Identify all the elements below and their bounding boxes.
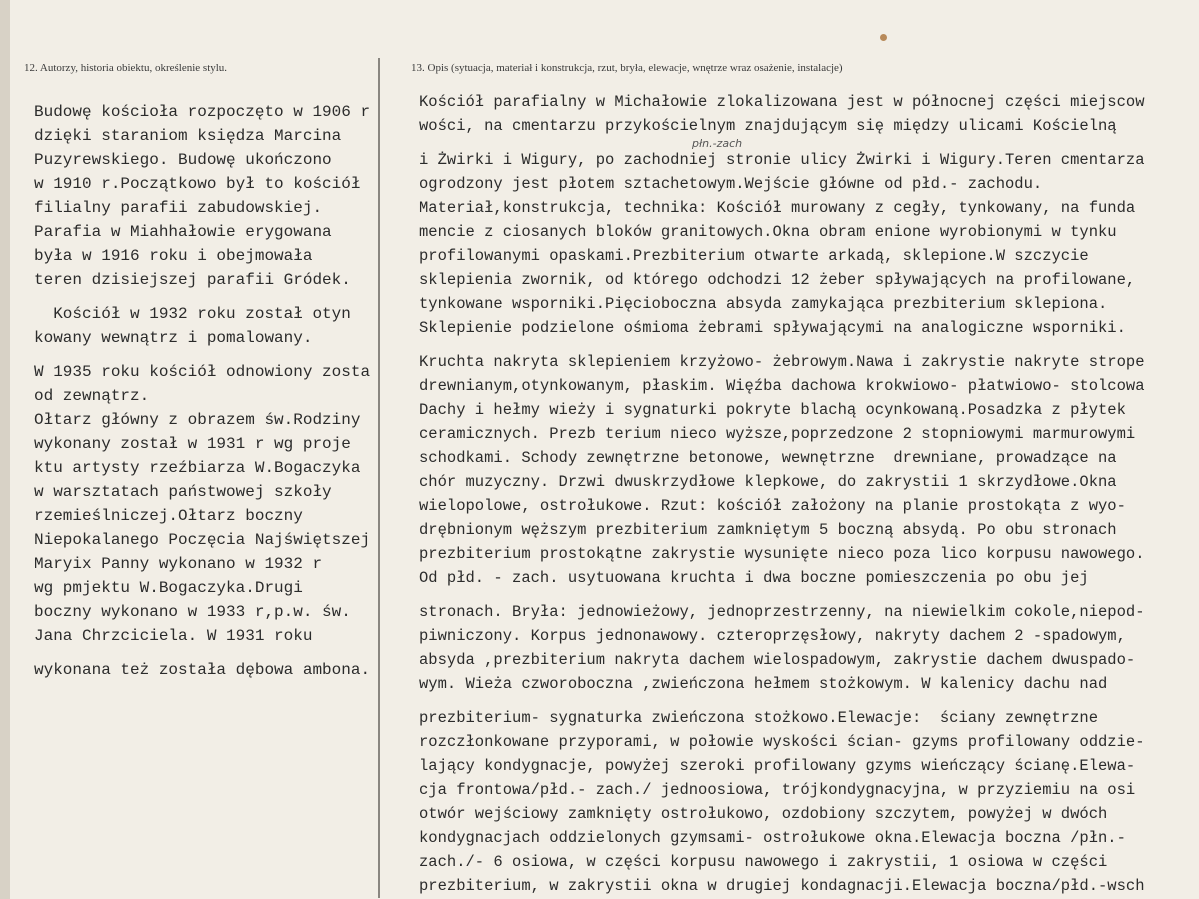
description-text-line: mencie z ciosanych bloków granitowych.Okna obram enione wyrobionymi w tynku	[419, 223, 1117, 241]
history-text-line: Niepokalanego Poczęcia Najświętszej	[34, 531, 371, 549]
handwritten-note: płn.-zach	[692, 137, 743, 150]
description-text-line: wości, na cmentarzu przykościelnym znajdującym się między ulicami Kościelną	[419, 117, 1117, 135]
history-text-line: rzemieślniczej.Ołtarz boczny	[34, 507, 303, 525]
history-text-line: Parafia w Miahhałowie erygowana	[34, 223, 332, 241]
scan-edge	[0, 0, 10, 899]
description-text-line: rozczłonkowane przyporami, w połowie wyskości ścian- gzyms profilowany oddzie-	[419, 733, 1145, 751]
description-text-line: lający kondygnacje, powyżej szeroki profilowany gzyms wieńczący ścianę.Elewa-	[419, 757, 1136, 775]
description-text-line: Kruchta nakryta sklepieniem krzyżowo- żebrowym.Nawa i zakrystie nakryte strope	[419, 353, 1145, 371]
history-text-line: boczny wykonano w 1933 r,p.w. św.	[34, 603, 351, 621]
description-text-line: prezbiterium- sygnaturka zwieńczona stożkowo.Elewacje: ściany zewnętrzne	[419, 709, 1099, 727]
description-text-line: Dachy i hełmy wieży i sygnaturki pokryte blachą ocynkowaną.Posadzka z płytek	[419, 401, 1126, 419]
paragraph-gap	[34, 292, 379, 302]
description-text-line: schodkami. Schody zewnętrzne betonowe, wewnętrzne drewniane, prowadzące na	[419, 449, 1117, 467]
history-text-line: Kościół w 1932 roku został otyn	[34, 305, 351, 323]
description-text-line: chór muzyczny. Drzwi dwuskrzydłowe klepkowe, do zakrystii 1 skrzydłowe.Okna	[419, 473, 1117, 491]
history-text-line: w warsztatach państwowej szkoły	[34, 483, 332, 501]
description-text-line: wym. Wieża czworoboczna ,zwieńczona hełmem stożkowym. W kalenicy dachu nad	[419, 675, 1108, 693]
paragraph-gap	[34, 648, 379, 658]
history-text-line: filialny parafii zabudowskiej.	[34, 199, 323, 217]
description-text-line: prezbiterium prostokątne zakrystie wysunięte nieco poza lico korpusu nawowego.	[419, 545, 1145, 563]
section-12-header: 12. Autorzy, historia obiektu, określenie stylu.	[24, 62, 228, 74]
description-text-line: Kościół parafialny w Michałowie zlokalizowana jest w północnej części miejscow	[419, 93, 1145, 111]
description-text-line: i Żwirki i Wigury, po zachodniej stronie ulicy Żwirki i Wigury.Teren cmentarza	[419, 151, 1145, 169]
description-text-line: prezbiterium, w zakrystii okna w drugiej kondagnacji.Elewacja boczna/płd.-wsch	[419, 877, 1145, 895]
history-text-line: wg pmjektu W.Bogaczyka.Drugi	[34, 579, 303, 597]
description-text-line: absyda ,prezbiterium nakryta dachem wielospadowym, zakrystie dachem dwuspado-	[419, 651, 1136, 669]
description-text-line: ogrodzony jest płotem sztachetowym.Wejście główne od płd.- zachodu.	[419, 175, 1043, 193]
paragraph-gap	[419, 340, 1199, 350]
description-text-line: Od płd. - zach. usytuowana kruchta i dwa boczne pomieszczenia po obu jej	[419, 569, 1089, 587]
history-text-line: w 1910 r.Początkowo był to kościół	[34, 175, 361, 193]
description-text-line: zach./- 6 osiowa, w części korpusu nawowego i zakrystii, 1 osiowa w części	[419, 853, 1108, 871]
description-column	[419, 90, 1199, 898]
description-text-line: profilowanymi opaskami.Prezbiterium otwarte arkadą, sklepione.W szczycie	[419, 247, 1089, 265]
history-text-line: od zewnątrz.	[34, 387, 150, 405]
paragraph-gap	[419, 696, 1199, 706]
description-text-line: sklepienia zwornik, od którego odchodzi 12 żeber spływających na profilowane,	[419, 271, 1136, 289]
description-text-line: ceramicznych. Prezb terium nieco wyższe,poprzedzone 2 stopniowymi marmurowymi	[419, 425, 1136, 443]
paragraph-gap	[419, 138, 1199, 148]
description-text-line: drębnionym węższym prezbiterium zamkniętym 5 boczną absydą. Po obu stronach	[419, 521, 1117, 539]
section-13-header: 13. Opis (sytuacja, materiał i konstrukcja, rzut, bryła, elewacje, wnętrze wraz osażenie, instalacje)	[411, 62, 843, 74]
description-text-line: kondygnacjach oddzielonych gzymsami- ostrołukowe okna.Elewacja boczna /płn.-	[419, 829, 1126, 847]
description-text-line: otwór wejściowy zamknięty ostrołukowo, ozdobiony szczytem, powyżej w dwóch	[419, 805, 1108, 823]
history-text-line: Puzyrewskiego. Budowę ukończono	[34, 151, 332, 169]
history-text-line: wykonany został w 1931 r wg proje	[34, 435, 351, 453]
description-text-line: piwniczony. Korpus jednonawowy. czteroprzęsłowy, nakryty dachem 2 -spadowym,	[419, 627, 1126, 645]
description-text-line: stronach. Bryła: jednowieżowy, jednoprzestrzenny, na niewielkim cokole,niepod-	[419, 603, 1145, 621]
history-text-line: była w 1916 roku i obejmowała	[34, 247, 313, 265]
history-text-line: kowany wewnątrz i pomalowany.	[34, 329, 313, 347]
history-text-line: Ołtarz główny z obrazem św.Rodziny	[34, 411, 361, 429]
history-text-line: dzięki staraniom księdza Marcina	[34, 127, 342, 145]
history-column	[34, 100, 379, 682]
description-text-line: wielopolowe, ostrołukowe. Rzut: kościół założony na planie prostokąta z wyo-	[419, 497, 1126, 515]
description-text-line: Materiał,konstrukcja, technika: Kościół murowany z cegły, tynkowany, na funda	[419, 199, 1136, 217]
description-text-line: drewnianym,otynkowanym, płaskim. Więźba dachowa krokwiowo- płatwiowo- stolcowa	[419, 377, 1145, 395]
paragraph-gap	[419, 590, 1199, 600]
description-text-line: cja frontowa/płd.- zach./ jednoosiowa, trójkondygnacyjna, w przyziemiu na osi	[419, 781, 1136, 799]
paragraph-gap	[34, 350, 379, 360]
history-text-line: Budowę kościoła rozpoczęto w 1906 r	[34, 103, 371, 121]
description-text-line: tynkowane wsporniki.Pięcioboczna absyda zamykająca prezbiterium sklepiona.	[419, 295, 1108, 313]
history-text-line: ktu artysty rzeźbiarza W.Bogaczyka	[34, 459, 361, 477]
history-text-line: Maryix Panny wykonano w 1932 r	[34, 555, 323, 573]
history-text-line: wykonana też została dębowa ambona.	[34, 661, 371, 679]
history-text-line: Jana Chrzciciela. W 1931 roku	[34, 627, 313, 645]
history-text-line: teren dzisiejszej parafii Gródek.	[34, 271, 351, 289]
history-text-line: W 1935 roku kościół odnowiony zosta	[34, 363, 371, 381]
ink-spot	[880, 34, 887, 41]
description-text-line: Sklepienie podzielone ośmioma żebrami spływającymi na analogiczne wsporniki.	[419, 319, 1126, 337]
